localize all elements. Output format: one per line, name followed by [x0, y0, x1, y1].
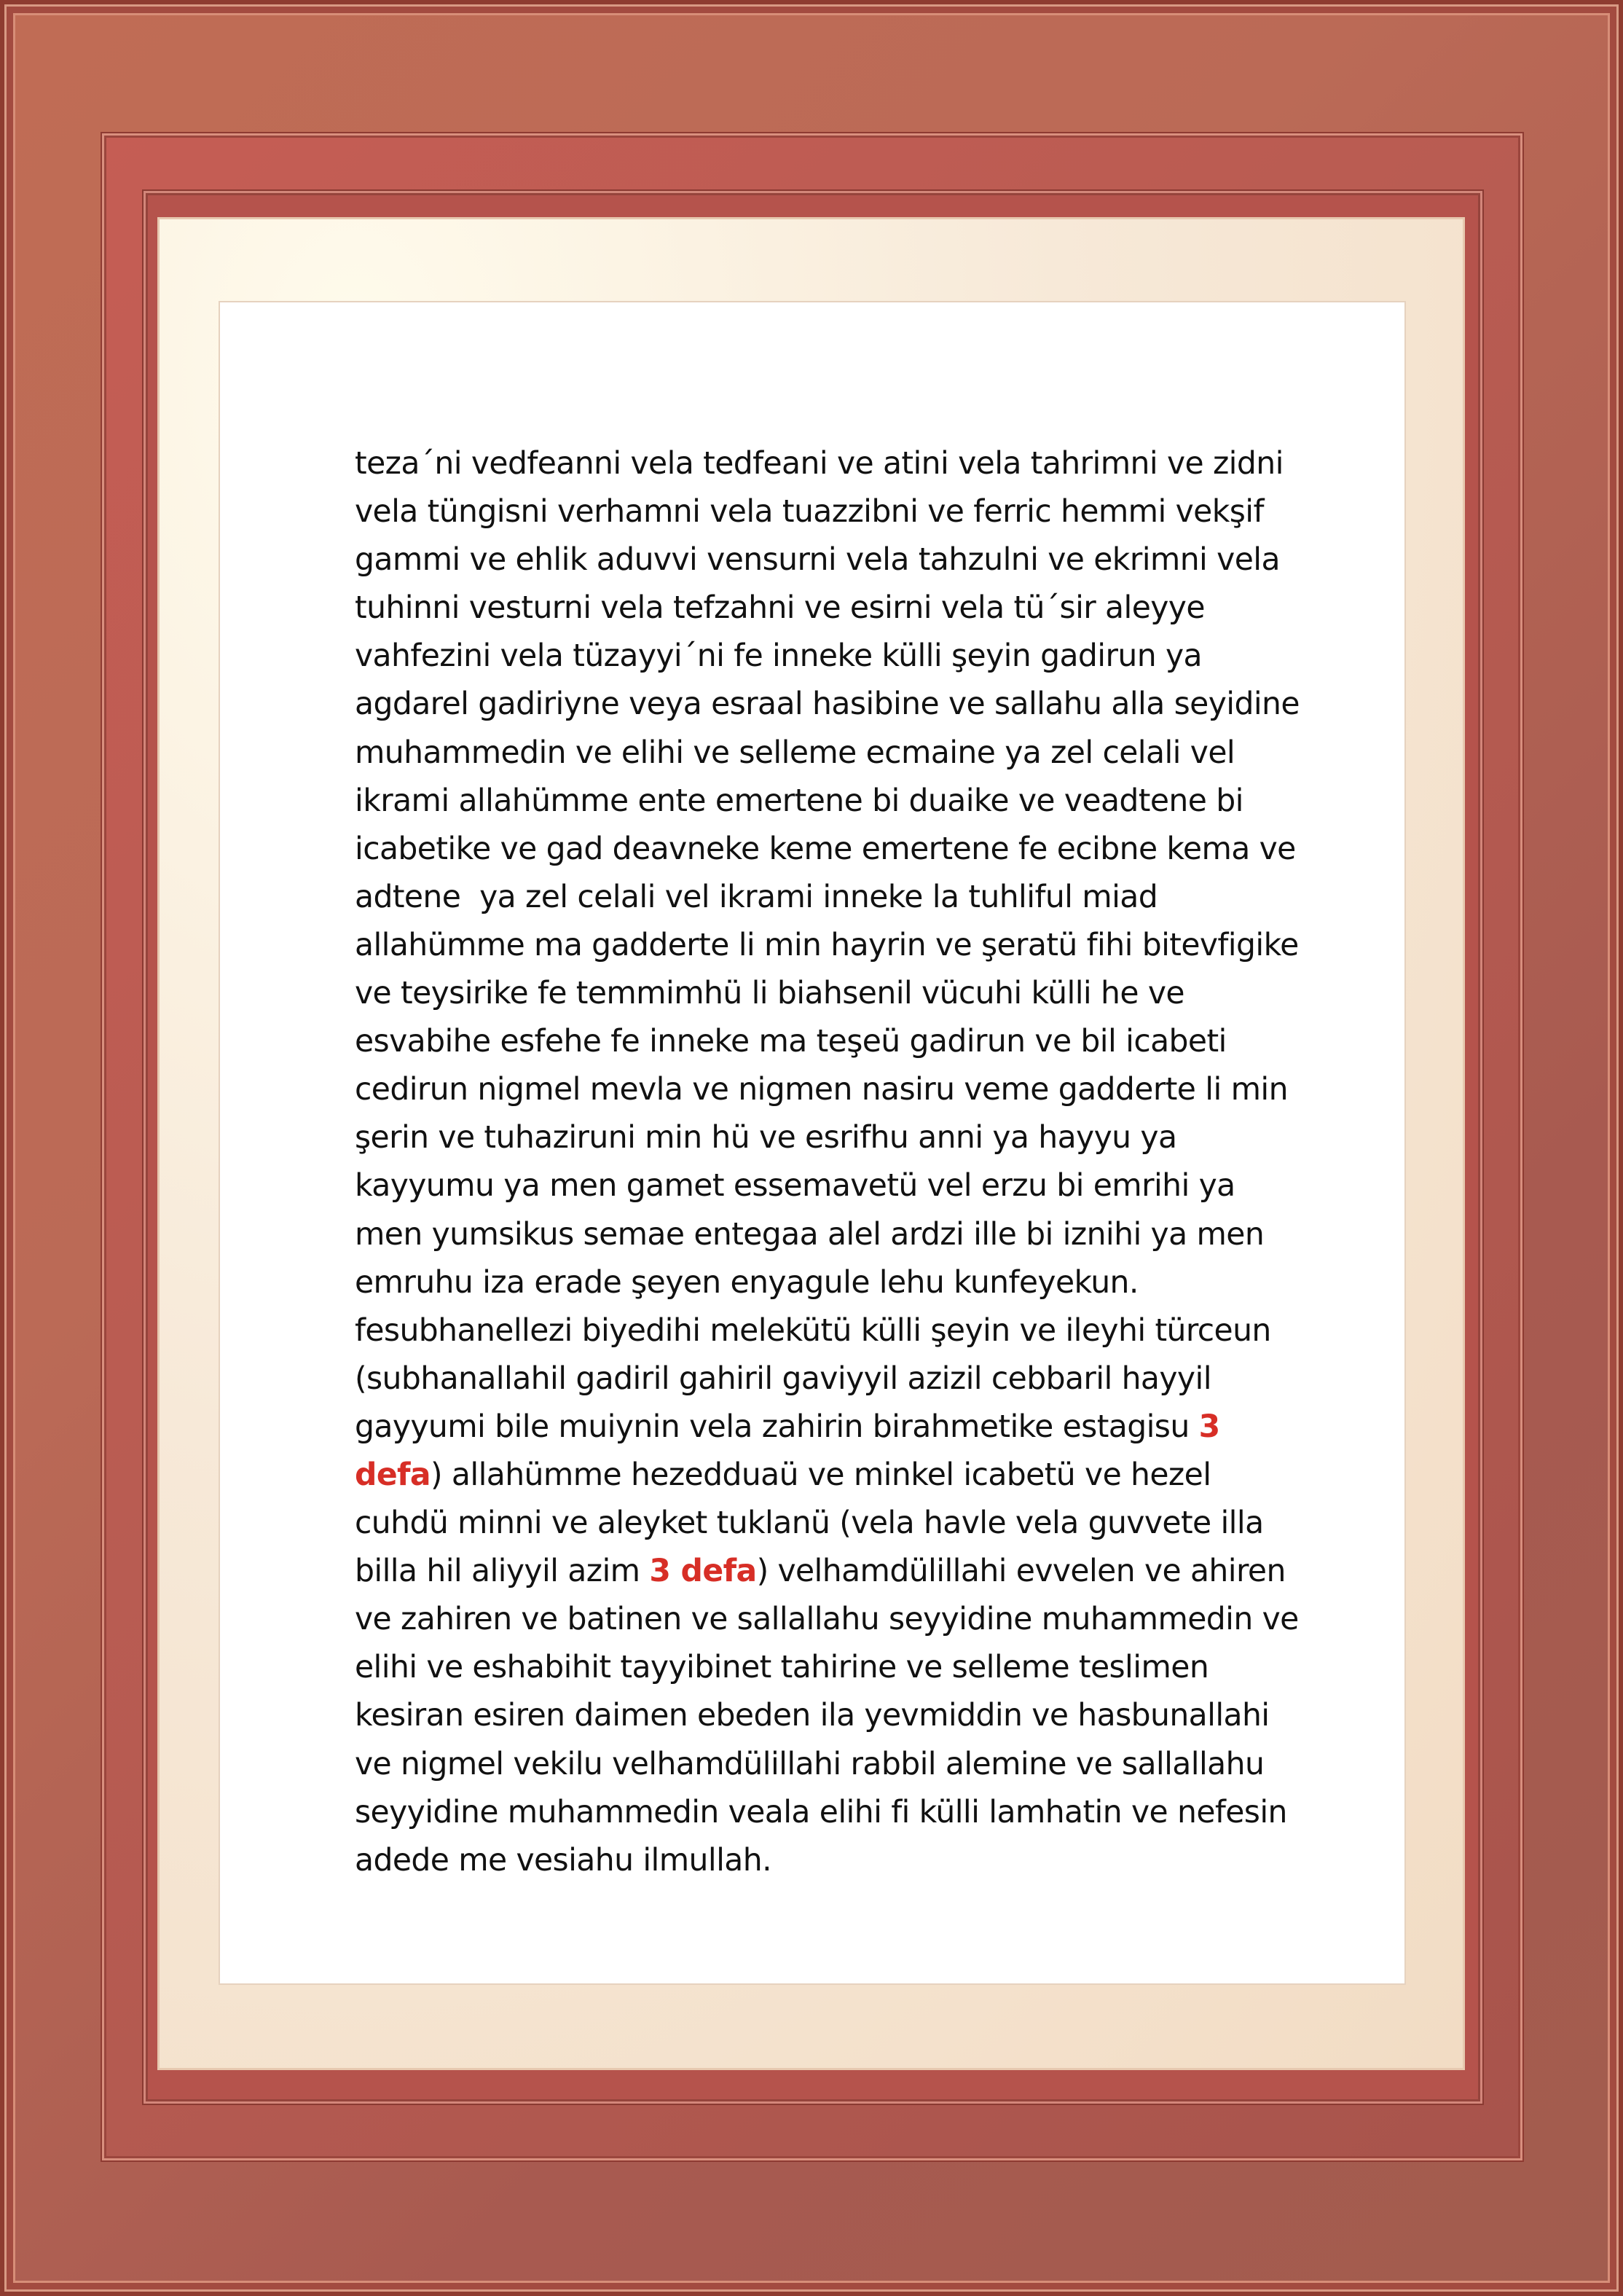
text-segment: teza´ni vedfeanni vela tedfeani ve atini vela tahrimni ve zidni — [355, 446, 1284, 482]
text-line — [355, 1500, 1316, 1548]
text-line — [355, 1596, 1316, 1644]
text-segment: agdarel gadiriyne veya esraal hasibine ve sallahu alla seyidine — [355, 686, 1300, 723]
text-line — [355, 536, 1316, 584]
text-segment: cuhdü minni ve aleyket tuklanü (vela havle vela guvvete illa — [355, 1505, 1264, 1542]
text-segment: kayyumu ya men gamet essemavetü vel erzu bi emrihi ya — [355, 1168, 1235, 1204]
text-segment: elihi ve eshabihit tayyibinet tahirine ve selleme teslimen — [355, 1650, 1209, 1686]
text-segment: seyyidine muhammedin veala elihi fi külli lamhatin ve nefesin — [355, 1794, 1287, 1830]
text-line — [355, 584, 1316, 632]
text-segment: esvabihe esfehe fe inneke ma teşeü gadirun ve bil icabeti — [355, 1024, 1227, 1060]
text-line — [355, 1162, 1316, 1210]
repeat-count-highlight: 3 — [1198, 1408, 1220, 1445]
text-line — [355, 681, 1316, 729]
repeat-count-highlight: 3 defa — [649, 1553, 757, 1590]
text-segment: gammi ve ehlik aduvvi vensurni vela tahzulni ve ekrimni vela — [355, 542, 1280, 579]
text-segment: emruhu iza erade şeyen enyagule lehu kunfeyekun. — [355, 1264, 1139, 1301]
text-segment: muhammedin ve elihi ve selleme ecmaine ya zel celali vel — [355, 734, 1235, 771]
text-line — [355, 1451, 1316, 1500]
text-segment: ve teysirike fe temmimhü li biahsenil vücuhi külli he ve — [355, 976, 1184, 1012]
text-line — [355, 826, 1316, 874]
text-segment: ) velhamdülillahi evvelen ve ahiren — [756, 1553, 1286, 1590]
text-segment: fesubhanellezi biyedihi melekütü külli şeyin ve ileyhi türceun — [355, 1312, 1271, 1349]
prayer-text-block — [355, 440, 1316, 1885]
text-segment: tuhinni vesturni vela tefzahni ve esirni vela tü´sir aleyye — [355, 590, 1205, 627]
text-line — [355, 1741, 1316, 1789]
text-line — [355, 1789, 1316, 1837]
text-segment: allahümme ma gadderte li min hayrin ve şeratü fihi bitevfigike — [355, 927, 1299, 963]
text-segment: adede me vesiahu ilmullah. — [355, 1842, 771, 1878]
text-line — [355, 922, 1316, 970]
text-line — [355, 874, 1316, 922]
text-line — [355, 1548, 1316, 1596]
text-line — [355, 729, 1316, 777]
text-segment: vahfezini vela tüzayyi´ni fe inneke külli şeyin gadirun ya — [355, 638, 1202, 675]
text-segment: billa hil aliyyil azim — [355, 1553, 650, 1590]
text-line — [355, 777, 1316, 826]
text-segment: vela tüngisni verhamni vela tuazzibni ve ferric hemmi vekşif — [355, 494, 1264, 530]
text-line — [355, 1018, 1316, 1066]
text-line — [355, 1211, 1316, 1259]
text-segment: kesiran esiren daimen ebeden ila yevmiddin ve hasbunallahi — [355, 1698, 1270, 1734]
text-segment: (subhanallahil gadiril gahiril gaviyyil azizil cebbaril hayyil — [355, 1360, 1211, 1397]
text-segment: cedirun nigmel mevla ve nigmen nasiru veme gadderte li min — [355, 1072, 1288, 1108]
text-line — [355, 1644, 1316, 1692]
text-segment: men yumsikus semae entegaa alel ardzi ille bi iznihi ya men — [355, 1216, 1265, 1253]
text-segment: icabetike ve gad deavneke keme emertene fe ecibne kema ve — [355, 831, 1296, 867]
text-line — [355, 1066, 1316, 1114]
text-segment: adtene ya zel celali vel ikrami inneke la tuhliful miad — [355, 879, 1158, 915]
text-line — [355, 1355, 1316, 1403]
text-line — [355, 632, 1316, 681]
text-line — [355, 1259, 1316, 1307]
text-segment: ve nigmel vekilu velhamdülillahi rabbil alemine ve sallallahu — [355, 1746, 1265, 1782]
text-line — [355, 1837, 1316, 1885]
text-line — [355, 440, 1316, 488]
text-line — [355, 1307, 1316, 1355]
text-segment: ve zahiren ve batinen ve sallallahu seyyidine muhammedin ve — [355, 1602, 1299, 1638]
text-line — [355, 1403, 1316, 1451]
text-line — [355, 1114, 1316, 1162]
text-line — [355, 970, 1316, 1018]
text-segment: ikrami allahümme ente emertene bi duaike ve veadtene bi — [355, 783, 1243, 819]
text-segment: ) allahümme hezedduaü ve minkel icabetü ve hezel — [431, 1457, 1211, 1493]
text-segment: şerin ve tuhaziruni min hü ve esrifhu anni ya hayyu ya — [355, 1120, 1177, 1156]
text-segment: gayyumi bile muiynin vela zahirin birahmetike estagisu — [355, 1408, 1199, 1445]
text-line — [355, 488, 1316, 536]
repeat-count-highlight: defa — [355, 1457, 431, 1493]
text-line — [355, 1692, 1316, 1740]
